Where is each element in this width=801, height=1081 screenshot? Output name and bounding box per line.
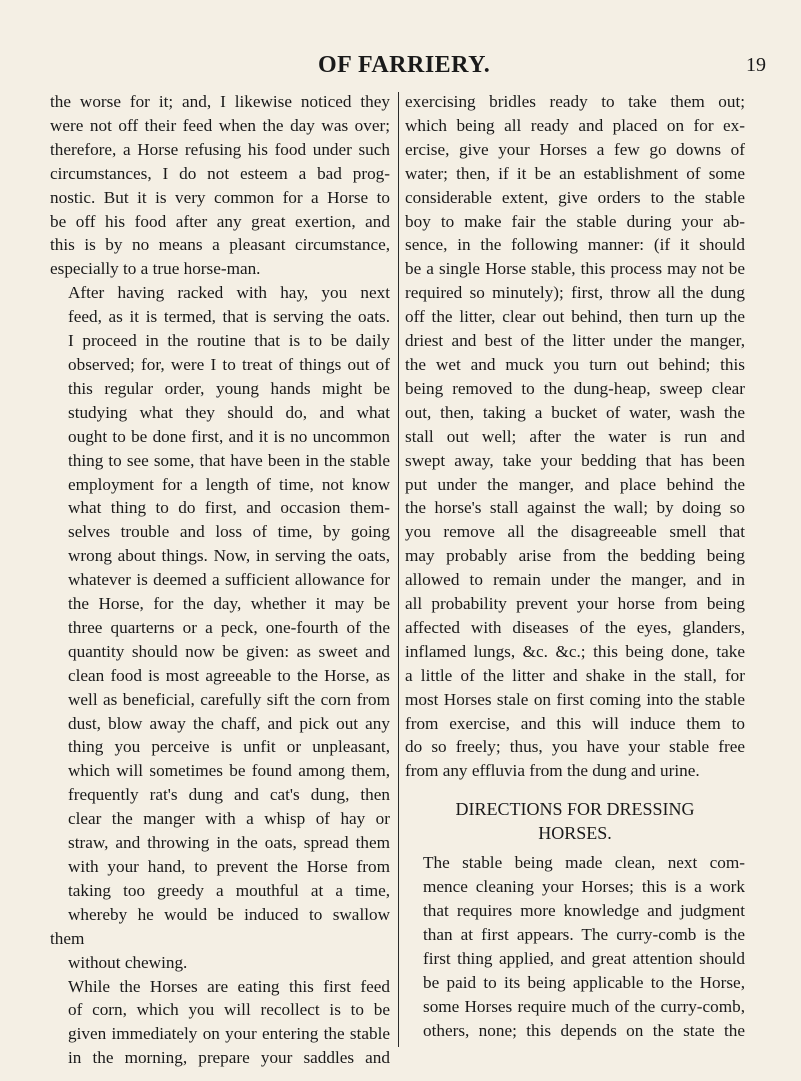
text-line: in the morning, prepare your saddles and — [68, 1048, 390, 1068]
paragraph — [50, 975, 390, 1071]
text-line: affected with diseases of the eyes, glanders, — [405, 617, 745, 637]
text-line: The stable being made clean, next com- — [423, 853, 745, 873]
text-line: you remove all the disagreeable smell that — [405, 522, 745, 542]
text-line: some Horses require much of the curry-comb, — [423, 996, 745, 1016]
text-line: exercising bridles ready to take them out; — [405, 92, 745, 111]
right-column — [405, 90, 745, 1043]
text-line: ercise, give your Horses a few go downs of — [405, 139, 745, 159]
text-line: observed; for, were I to treat of things out of — [68, 354, 390, 374]
text-line: While the Horses are eating this first feed — [68, 976, 390, 996]
text-line: were not off their feed when the day was over; — [50, 115, 390, 135]
text-line: whatever is deemed a sufficient allowance for — [68, 570, 390, 590]
text-line: therefore, a Horse refusing his food under such — [50, 139, 390, 159]
text-line: considerable extent, give orders to the stable — [405, 187, 745, 207]
text-line: nostic. But it is very common for a Horse to — [50, 187, 390, 207]
text-line: straw, and throwing in the oats, spread them — [68, 833, 390, 853]
text-line: selves trouble and loss of time, by going — [68, 522, 390, 542]
text-line: swept away, take your bedding that has been — [405, 450, 745, 470]
text-line: dust, blow away the chaff, and pick out any — [68, 713, 390, 733]
left-column — [50, 90, 390, 1070]
text-line: do so freely; thus, you have your stable free — [405, 737, 745, 757]
running-title: OF FARRIERY. — [318, 52, 491, 78]
text-line: stall out well; after the water is run and — [405, 426, 745, 446]
text-line: be a single Horse stable, this process may not be — [405, 259, 745, 279]
text-line: which being all ready and placed on for ex- — [405, 115, 745, 135]
text-line: circumstances, I do not esteem a bad prog- — [50, 163, 390, 183]
paragraph — [405, 851, 745, 1042]
text-line: a little of the litter and shake in the stall, for — [405, 665, 745, 685]
text-line: be off his food after any great exertion, and — [50, 211, 390, 231]
text-line: all probability prevent your horse from being — [405, 594, 745, 614]
text-line: from any effluvia from the dung and urine. — [405, 761, 700, 781]
section-heading-line: DIRECTIONS FOR DRESSING — [455, 799, 695, 820]
text-line: frequently rat's dung and cat's dung, then — [68, 785, 390, 805]
text-line: which will sometimes be found among them, — [68, 761, 390, 781]
text-line: especially to a true horse-man. — [50, 259, 261, 279]
text-line: from exercise, and this will induce them to — [405, 713, 745, 733]
text-line: wrong about things. Now, in serving the oats, — [68, 546, 390, 566]
running-head — [0, 52, 801, 82]
text-line: the worse for it; and, I likewise noticed they — [50, 92, 390, 111]
text-line: most Horses stale on first coming into the stable — [405, 689, 745, 709]
text-line: being removed to the dung-heap, sweep clear — [405, 378, 745, 398]
text-line: others, none; this depends on the state the — [423, 1020, 745, 1040]
page-number: 19 — [746, 54, 766, 76]
text-line: off the litter, clear out behind, then turn up the — [405, 307, 745, 327]
text-line: the horse's stall against the wall; by doing so — [405, 498, 745, 518]
column-divider — [398, 92, 399, 1047]
text-line: whereby he would be induced to swallow them — [50, 904, 390, 948]
text-line: with your hand, to prevent the Horse from — [68, 857, 390, 876]
text-line: ought to be done first, and it is no uncommon — [68, 426, 390, 446]
text-line: After having racked with hay, you next — [68, 283, 390, 303]
section-heading — [405, 797, 745, 845]
text-line: I proceed in the routine that is to be daily — [68, 331, 390, 351]
text-line: clean food is most agreeable to the Horse, as — [68, 665, 390, 685]
text-line: of corn, which you will recollect is to be — [68, 1000, 390, 1020]
text-line: without chewing. — [68, 952, 188, 972]
text-line: what thing to do first, and occasion them- — [68, 498, 390, 518]
paragraph — [50, 90, 390, 281]
text-line: mence cleaning your Horses; this is a work — [423, 877, 745, 897]
text-line: quantity should now be given: as sweet and — [68, 641, 390, 661]
text-line: sence, in the following manner: (if it should — [405, 235, 745, 255]
text-line: employment for a length of time, not know — [68, 474, 390, 494]
text-line: well as beneficial, carefully sift the corn from — [68, 689, 390, 709]
text-line: water; then, if it be an establishment of some — [405, 163, 745, 183]
text-line: first thing applied, and great attention should — [423, 948, 745, 968]
text-line: feed, as it is termed, that is serving the oats. — [68, 307, 390, 327]
text-line: studying what they should do, and what — [68, 402, 390, 422]
text-line: driest and best of the litter under the manger, — [405, 331, 745, 351]
text-line: given immediately on your entering the stable — [68, 1024, 390, 1044]
text-line: thing to see some, that have been in the stable — [68, 450, 390, 470]
text-line: clear the manger with a whisp of hay or — [68, 809, 390, 829]
text-line: this regular order, young hands might be — [68, 378, 390, 398]
text-line: that requires more knowledge and judgment — [423, 901, 745, 921]
text-line: allowed to remain under the manger, and in — [405, 570, 745, 590]
section-heading-line: HORSES. — [538, 823, 612, 844]
text-line: required so minutely); first, throw all the dung — [405, 283, 745, 303]
text-line: thing you perceive is unfit or unpleasant, — [68, 737, 390, 757]
text-line: this is by no means a pleasant circumstance, — [50, 235, 390, 255]
paragraph — [405, 90, 745, 783]
text-line: out, then, taking a bucket of water, wash the — [405, 402, 745, 422]
text-line: may probably arise from the bedding being — [405, 546, 745, 566]
text-line: taking too greedy a mouthful at a time, — [68, 880, 390, 900]
text-line: three quarterns or a peck, one-fourth of the — [68, 617, 390, 637]
paragraph — [50, 281, 390, 974]
text-line: put under the manger, and place behind the — [405, 474, 745, 494]
text-line: the wet and muck you turn out behind; this — [405, 354, 745, 374]
text-line: be paid to its being applicable to the Horse, — [423, 972, 745, 992]
text-line: the Horse, for the day, whether it may be — [68, 594, 390, 614]
text-line: boy to make fair the stable during your ab- — [405, 211, 745, 231]
text-line: than at first appears. The curry-comb is the — [423, 925, 745, 944]
text-line: inflamed lungs, &c. &c.; this being done, take — [405, 641, 745, 661]
